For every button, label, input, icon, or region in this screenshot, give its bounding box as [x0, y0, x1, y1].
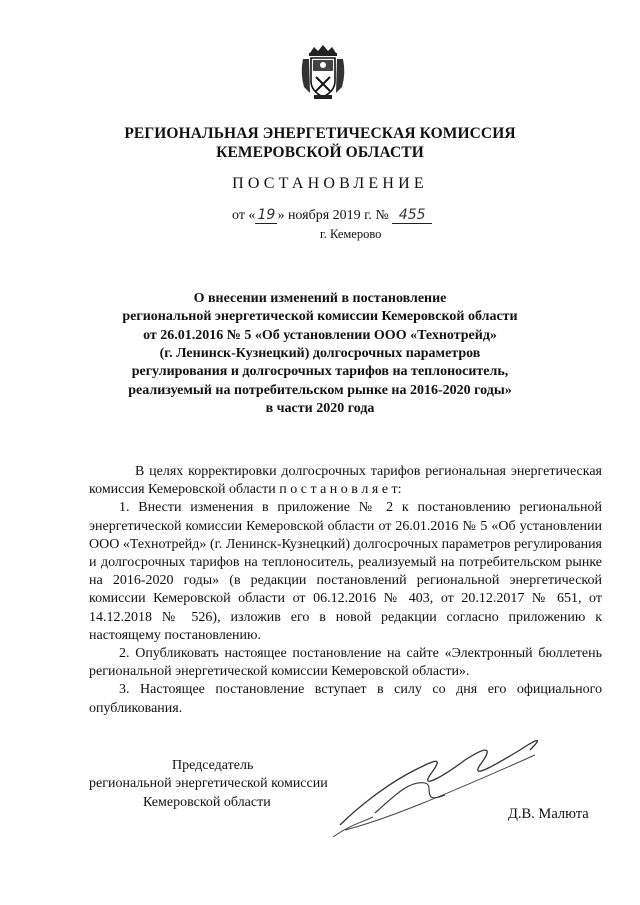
body-section	[89, 463, 602, 718]
date-suffix: » ноября 2019 г. №	[277, 208, 389, 223]
date-day-handwritten: 19	[255, 207, 277, 224]
signatory-position-line2: региональной энергетической комиссии	[89, 776, 328, 791]
subject-line-4: (г. Ленинск-Кузнецкий) долгосрочных параметров	[159, 346, 481, 361]
intro-paragraph: В целях корректировки долгосрочных тарифов региональная энергетическая комиссия Кемеровской области п о с т а н о в л я е т:	[89, 464, 602, 498]
subject-line-3: от 26.01.2016 № 5 «Об установлении ООО «Технотрейд»	[143, 328, 497, 343]
item-3-paragraph: 3. Настоящее постановление вступает в силу со дня его официального опубликования.	[89, 682, 602, 716]
document-date-line	[232, 207, 432, 224]
subject-line-5: регулирования и долгосрочных тарифов на теплоноситель,	[131, 364, 509, 379]
signatory-position-line3: Кемеровской области	[143, 795, 271, 810]
date-prefix: от «	[232, 208, 256, 223]
subject-line-1: О внесении изменений в постановление	[193, 291, 447, 306]
organization-name-line1: РЕГИОНАЛЬНАЯ ЭНЕРГЕТИЧЕСКАЯ КОМИССИЯ	[124, 125, 516, 142]
item-2-paragraph: 2. Опубликовать настоящее постановление на сайте «Электронный бюллетень региональной энергетической комиссии Кемеровской области».	[89, 646, 602, 680]
document-number-handwritten: 455	[392, 207, 432, 224]
signatory-name: Д.В. Малюта	[508, 806, 589, 822]
organization-name-line2: КЕМЕРОВСКОЙ ОБЛАСТИ	[216, 144, 424, 161]
item-1-paragraph: 1. Внести изменения в приложение № 2 к постановлению региональной энергетической комиссии Кемеровской области от 26.01.2016 № 5 «Об установлении ООО «Технотрейд» (г. Ленинск-Кузнецкий) долгосрочных параметров регулирования и долгосрочных тарифов на теплоноситель, реализуемый на потребительском рынке на 2016-2020 годы» (в редакции постановлений региональной энергетической комиссии Кемеровской области от 06.12.2016 № 403, от 20.12.2017 № 651, от 14.12.2018 № 526), изложив его в новой редакции согласно приложению к настоящему постановлению.	[89, 500, 602, 643]
city-name: г. Кемерово	[320, 227, 382, 241]
signatory-position-line1: Председатель	[172, 758, 254, 773]
subject-line-6: реализуемый на потребительском рынке на 2016-2020 годы»	[128, 383, 512, 398]
document-type-title: ПОСТАНОВЛЕНИЕ	[232, 175, 428, 192]
subject-line-2: региональной энергетической комиссии Кемеровской области	[122, 309, 518, 324]
subject-line-7: в части 2020 года	[265, 401, 375, 416]
coat-of-arms-emblem	[300, 43, 346, 101]
